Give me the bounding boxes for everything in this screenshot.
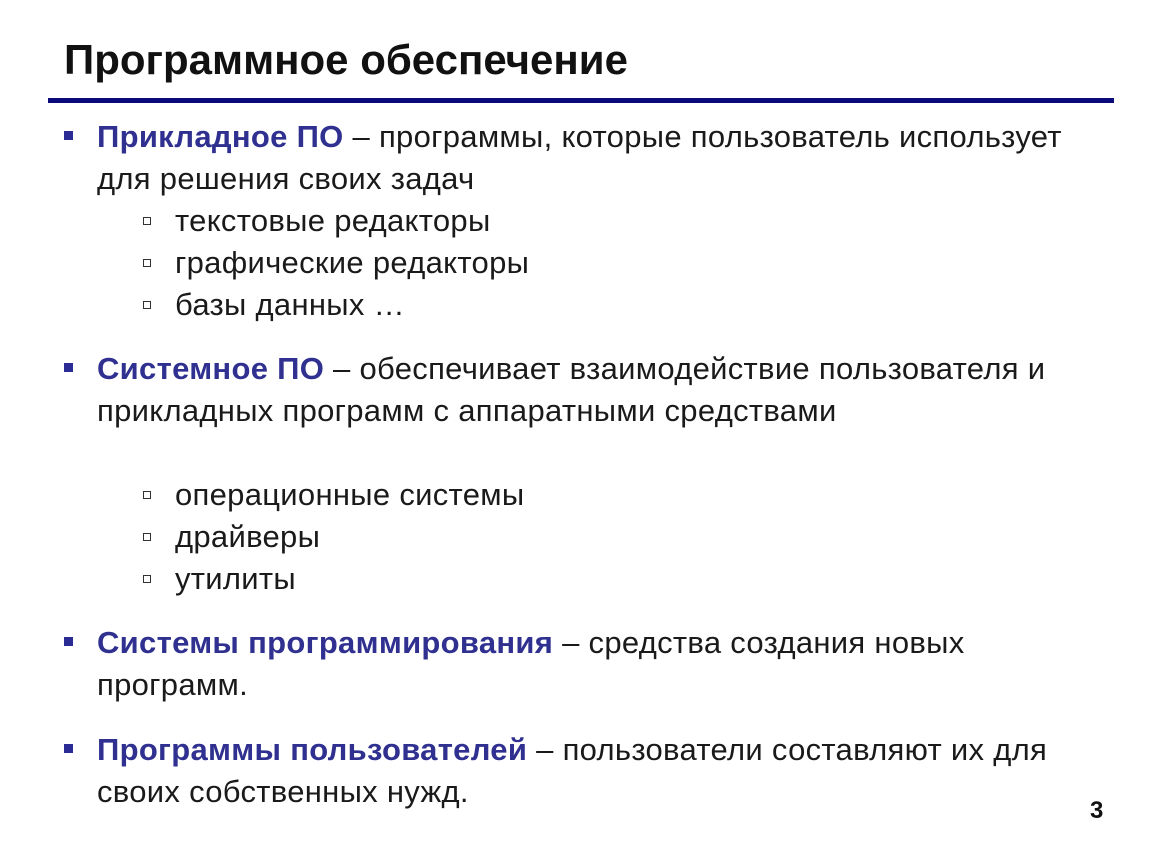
sub-item [175, 200, 491, 242]
sub-item [175, 474, 524, 516]
sub-item [175, 516, 320, 558]
slide-title: Программное обеспечение [64, 36, 628, 83]
hollow-square-bullet-icon [143, 533, 151, 541]
bullet-term: Системное ПО [97, 351, 325, 386]
square-bullet-icon [64, 131, 73, 140]
hollow-square-bullet-icon [143, 217, 151, 225]
bullet-text: – программы, которые пользователь использует для решения своих задач [97, 119, 1062, 196]
hollow-square-bullet-icon [143, 575, 151, 583]
sub-item-text: базы данных … [175, 287, 405, 322]
bullet-user-programs [97, 729, 1087, 813]
bullet-term: Системы программирования [97, 625, 554, 660]
sub-item-text: текстовые редакторы [175, 203, 491, 238]
bullet-term: Программы пользователей [97, 732, 528, 767]
sub-item [175, 558, 296, 600]
sub-item [175, 284, 405, 326]
sub-item-text: операционные системы [175, 477, 525, 512]
square-bullet-icon [64, 637, 73, 646]
hollow-square-bullet-icon [143, 301, 151, 309]
bullet-programming-systems [97, 622, 1087, 706]
bullet-applied-software [97, 116, 1087, 200]
hollow-square-bullet-icon [143, 259, 151, 267]
hollow-square-bullet-icon [143, 491, 151, 499]
bullet-text: – средства создания новых программ. [97, 625, 965, 702]
title-divider [48, 98, 1114, 103]
bullet-text: – обеспечивает взаимодействие пользователя и прикладных программ с аппаратными средствами [97, 351, 1046, 428]
bullet-text: – пользователи составляют их для своих собственных нужд. [97, 732, 1048, 809]
sub-item-text: графические редакторы [175, 245, 530, 280]
slide-number: 3 [1090, 797, 1104, 824]
square-bullet-icon [64, 363, 73, 372]
sub-item-text: драйверы [175, 519, 321, 554]
sub-item [175, 242, 529, 284]
sub-item-text: утилиты [175, 561, 296, 596]
bullet-system-software [97, 348, 1087, 432]
square-bullet-icon [64, 744, 73, 753]
bullet-term: Прикладное ПО [97, 119, 344, 154]
